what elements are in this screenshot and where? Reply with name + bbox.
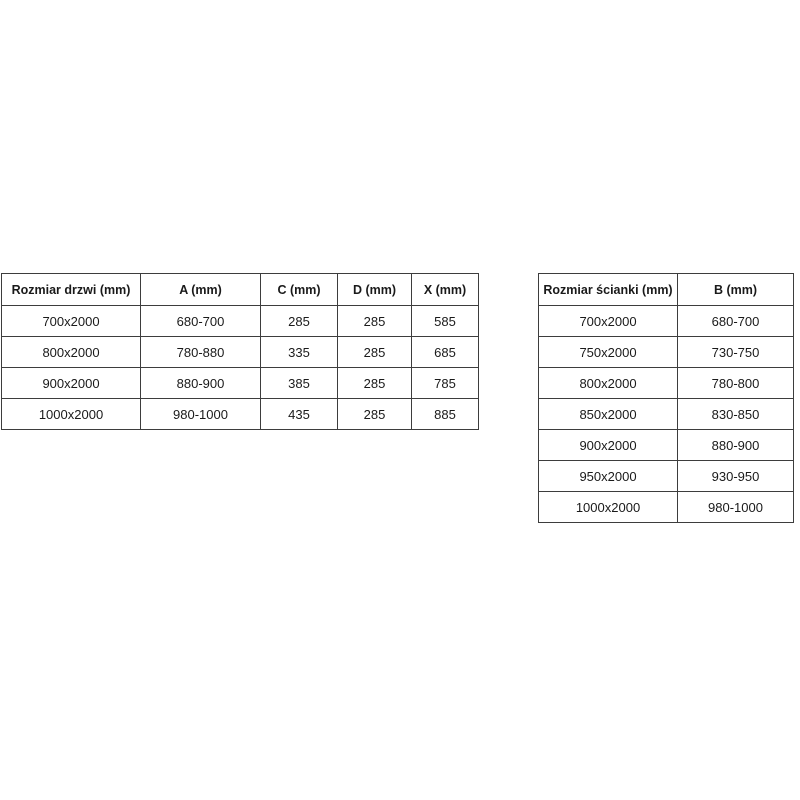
table-cell: 285 — [338, 337, 412, 368]
column-header-rozmiar-scianki: Rozmiar ścianki (mm) — [539, 274, 678, 306]
table-row — [539, 368, 794, 399]
table-cell: 880-900 — [678, 430, 794, 461]
table-cell: 900x2000 — [539, 430, 678, 461]
table-row — [539, 337, 794, 368]
table-row — [2, 337, 479, 368]
table-row — [539, 306, 794, 337]
table-cell: 1000x2000 — [539, 492, 678, 523]
table-cell: 335 — [261, 337, 338, 368]
table-cell: 780-800 — [678, 368, 794, 399]
column-header-b-mm: B (mm) — [678, 274, 794, 306]
table-cell: 1000x2000 — [2, 399, 141, 430]
table-cell: 885 — [412, 399, 479, 430]
table-cell: 685 — [412, 337, 479, 368]
table-cell: 880-900 — [141, 368, 261, 399]
table-header-row — [539, 274, 794, 306]
table-cell: 680-700 — [678, 306, 794, 337]
table-cell: 950x2000 — [539, 461, 678, 492]
table-cell: 830-850 — [678, 399, 794, 430]
table-cell: 930-950 — [678, 461, 794, 492]
table-cell: 900x2000 — [2, 368, 141, 399]
table-cell: 700x2000 — [2, 306, 141, 337]
table-cell: 435 — [261, 399, 338, 430]
table-cell: 385 — [261, 368, 338, 399]
table-cell: 850x2000 — [539, 399, 678, 430]
column-header-x-mm: X (mm) — [412, 274, 479, 306]
table-header-row — [2, 274, 479, 306]
table-row — [539, 430, 794, 461]
column-header-a-mm: A (mm) — [141, 274, 261, 306]
table-cell: 980-1000 — [141, 399, 261, 430]
table-cell: 680-700 — [141, 306, 261, 337]
table-cell: 585 — [412, 306, 479, 337]
table-row — [539, 461, 794, 492]
table-row — [2, 306, 479, 337]
table-row — [2, 399, 479, 430]
table-row — [2, 368, 479, 399]
table-cell: 750x2000 — [539, 337, 678, 368]
table-cell: 285 — [338, 306, 412, 337]
table-row — [539, 399, 794, 430]
table-cell: 285 — [338, 368, 412, 399]
door-size-table — [1, 273, 479, 430]
table-cell: 285 — [338, 399, 412, 430]
table-row — [539, 492, 794, 523]
table-cell: 780-880 — [141, 337, 261, 368]
column-header-d-mm: D (mm) — [338, 274, 412, 306]
table-cell: 285 — [261, 306, 338, 337]
table-cell: 785 — [412, 368, 479, 399]
table-cell: 800x2000 — [539, 368, 678, 399]
table-cell: 730-750 — [678, 337, 794, 368]
table-cell: 800x2000 — [2, 337, 141, 368]
table-cell: 980-1000 — [678, 492, 794, 523]
wall-size-table — [538, 273, 794, 523]
table-cell: 700x2000 — [539, 306, 678, 337]
column-header-rozmiar-drzwi: Rozmiar drzwi (mm) — [2, 274, 141, 306]
column-header-c-mm: C (mm) — [261, 274, 338, 306]
